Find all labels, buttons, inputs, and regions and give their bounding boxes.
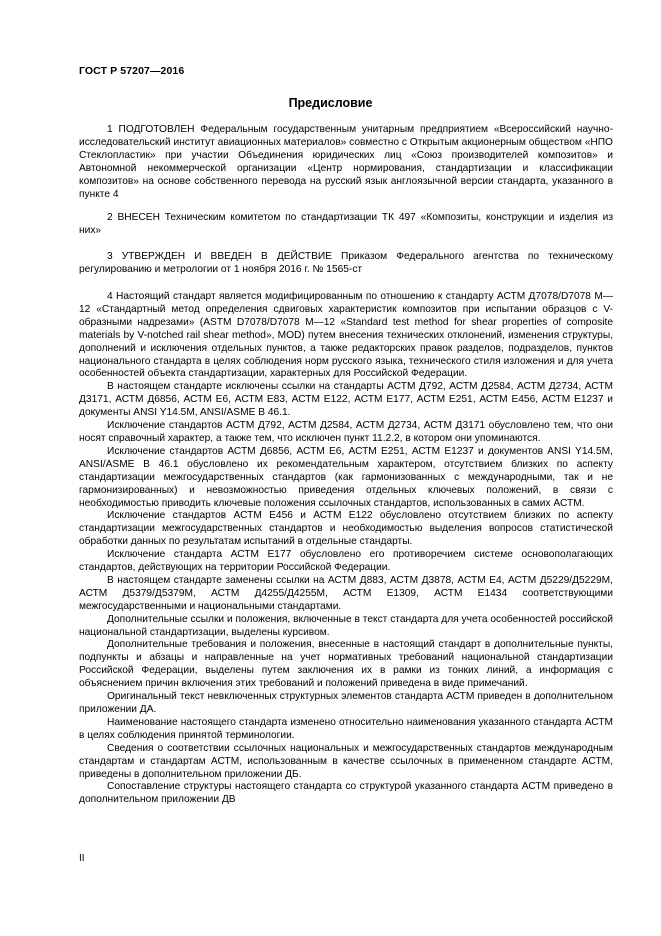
- paragraph: 3 УТВЕРЖДЕН И ВВЕДЕН В ДЕЙСТВИЕ Приказом Федерального агентства по техническому регулированию и метрологии от 1 ноября 2016 г. № 1565-ст: [79, 251, 613, 275]
- paragraph: Исключение стандарта АСТМ Е177 обусловлено его противоречием системе основополагающих стандартов, действующих на территории Российской Федерации.: [79, 549, 613, 574]
- paragraph: В настоящем стандарте заменены ссылки на АСТМ Д883, АСТМ Д3878, АСТМ Е4, АСТМ Д5229/Д5229М, АСТМ Д5379/Д5379М, АСТМ Д4255/Д4255М, АСТМ Е1309, АСТМ Е1434 соответствующими межгосударственными и национальными стандартами.: [79, 574, 613, 612]
- paragraph: 2 ВНЕСЕН Техническим комитетом по стандартизации ТК 497 «Композиты, конструкции и изделия из них»: [79, 212, 613, 236]
- page-title: Предисловие: [288, 96, 373, 110]
- paragraph: Оригинальный текст невключенных структурных элементов стандарта АСТМ приведен в дополнительном приложении ДА.: [79, 691, 613, 715]
- paragraph: Сведения о соответствии ссылочных национальных и межгосударственных стандартов международным стандартам и стандартам АСТМ, использованным в качестве ссылочных в примененном стандарте АСТМ, приведены в дополнительном приложении ДБ.: [79, 742, 613, 780]
- paragraph: Исключение стандартов АСТМ Д792, АСТМ Д2584, АСТМ Д2734, АСТМ Д3171 обусловлено тем, что они носят справочный характер, а также тем, что исключен пункт 11.2.2, в котором они упоминаются.: [79, 420, 613, 444]
- paragraph: 4 Настоящий стандарт является модифицированным по отношению к стандарту АСТМ Д7078/D7078 M—12 «Стандартный метод определения сдвиговых характеристик композитов при испытании образцов с V-образными надрезами» (ASTM D7078/D7078 M—12 «Standard test method for shear properties of composite materials by V-notched rail shear method», MOD) путем внесения технических отклонений, изменения структуры, дополнений и исключения отдельных пунктов, а также редакторских правок разделов, подразделов, пунктов национального стандарта в целях соблюдения норм русского языка, технического стиля изложения и для учета особенностей объекта стандартизации, характерных для Российской Федерации.: [79, 291, 613, 380]
- paragraph: 1 ПОДГОТОВЛЕН Федеральным государственным унитарным предприятием «Всероссийский научно-исследовательский институт авиационных материалов» совместно с Открытым акционерным обществом «НПО Стеклопластик» при участии Объединения юридических лиц «Союз производителей композитов» и Автономной некоммерческой организации «Центр нормирования, стандартизации и классификации композитов» на основе собственного перевода на русский язык англоязычной версии стандарта, указанного в пункте 4: [79, 124, 613, 200]
- clause-4: [79, 291, 613, 807]
- clause-3: [79, 251, 613, 277]
- paragraph: Исключение стандартов АСТМ Е456 и АСТМ Е122 обусловлено отсутствием близких по аспекту стандартизации межгосударственных стандартов и необходимостью выделения вопросов статистической обработки данных по результатам испытаний в отдельные стандарты.: [79, 510, 613, 548]
- paragraph: В настоящем стандарте исключены ссылки на стандарты АСТМ Д792, АСТМ Д2584, АСТМ Д2734, АСТМ Д3171, АСТМ Д6856, АСТМ Е6, АСТМ Е83, АСТМ Е122, АСТМ Е177, АСТМ Е251, АСТМ Е456, АСТМ Е1237 и документы ANSI Y14.5M, ANSI/ASME B 46.1.: [79, 381, 613, 419]
- clause-1: [79, 124, 613, 201]
- page-number: II: [79, 853, 85, 864]
- document-code: ГОСТ Р 57207—2016: [79, 65, 185, 77]
- clause-2: [79, 212, 613, 238]
- paragraph: Исключение стандартов АСТМ Д6856, АСТМ Е6, АСТМ Е251, АСТМ Е1237 и документов ANSI Y14.5M, ANSI/ASME B 46.1 обусловлено их рекомендательным характером, отсутствием близких по аспекту стандартизации межгосударственных стандартов (как гармонизованных с международными, так и не гармонизированных) и невозможностью приведения отдельных ключевых положений, в связи с необходимостью приводить ключевые положения ссылочных стандартов, использованных в самих АСТМ.: [79, 445, 613, 509]
- paragraph: Сопоставление структуры настоящего стандарта со структурой указанного стандарта АСТМ приведено в дополнительном приложении ДВ: [79, 781, 613, 806]
- paragraph: Дополнительные ссылки и положения, включенные в текст стандарта для учета особенностей российской национальной стандартизации, выделены курсивом.: [79, 613, 613, 638]
- paragraph: Наименование настоящего стандарта изменено относительно наименования указанного стандарта АСТМ в целях соблюдения принятой терминологии.: [79, 716, 613, 741]
- paragraph: Дополнительные требования и положения, внесенные в настоящий стандарт в дополнительные пункты, подпункты и абзацы и направленные на учет нормативных требований национальной стандартизации Российской Федерации, выделены путем заключения их в рамки из тонких линий, а информация с объяснением причин включения этих требований и положений приведена в виде примечаний.: [79, 639, 613, 690]
